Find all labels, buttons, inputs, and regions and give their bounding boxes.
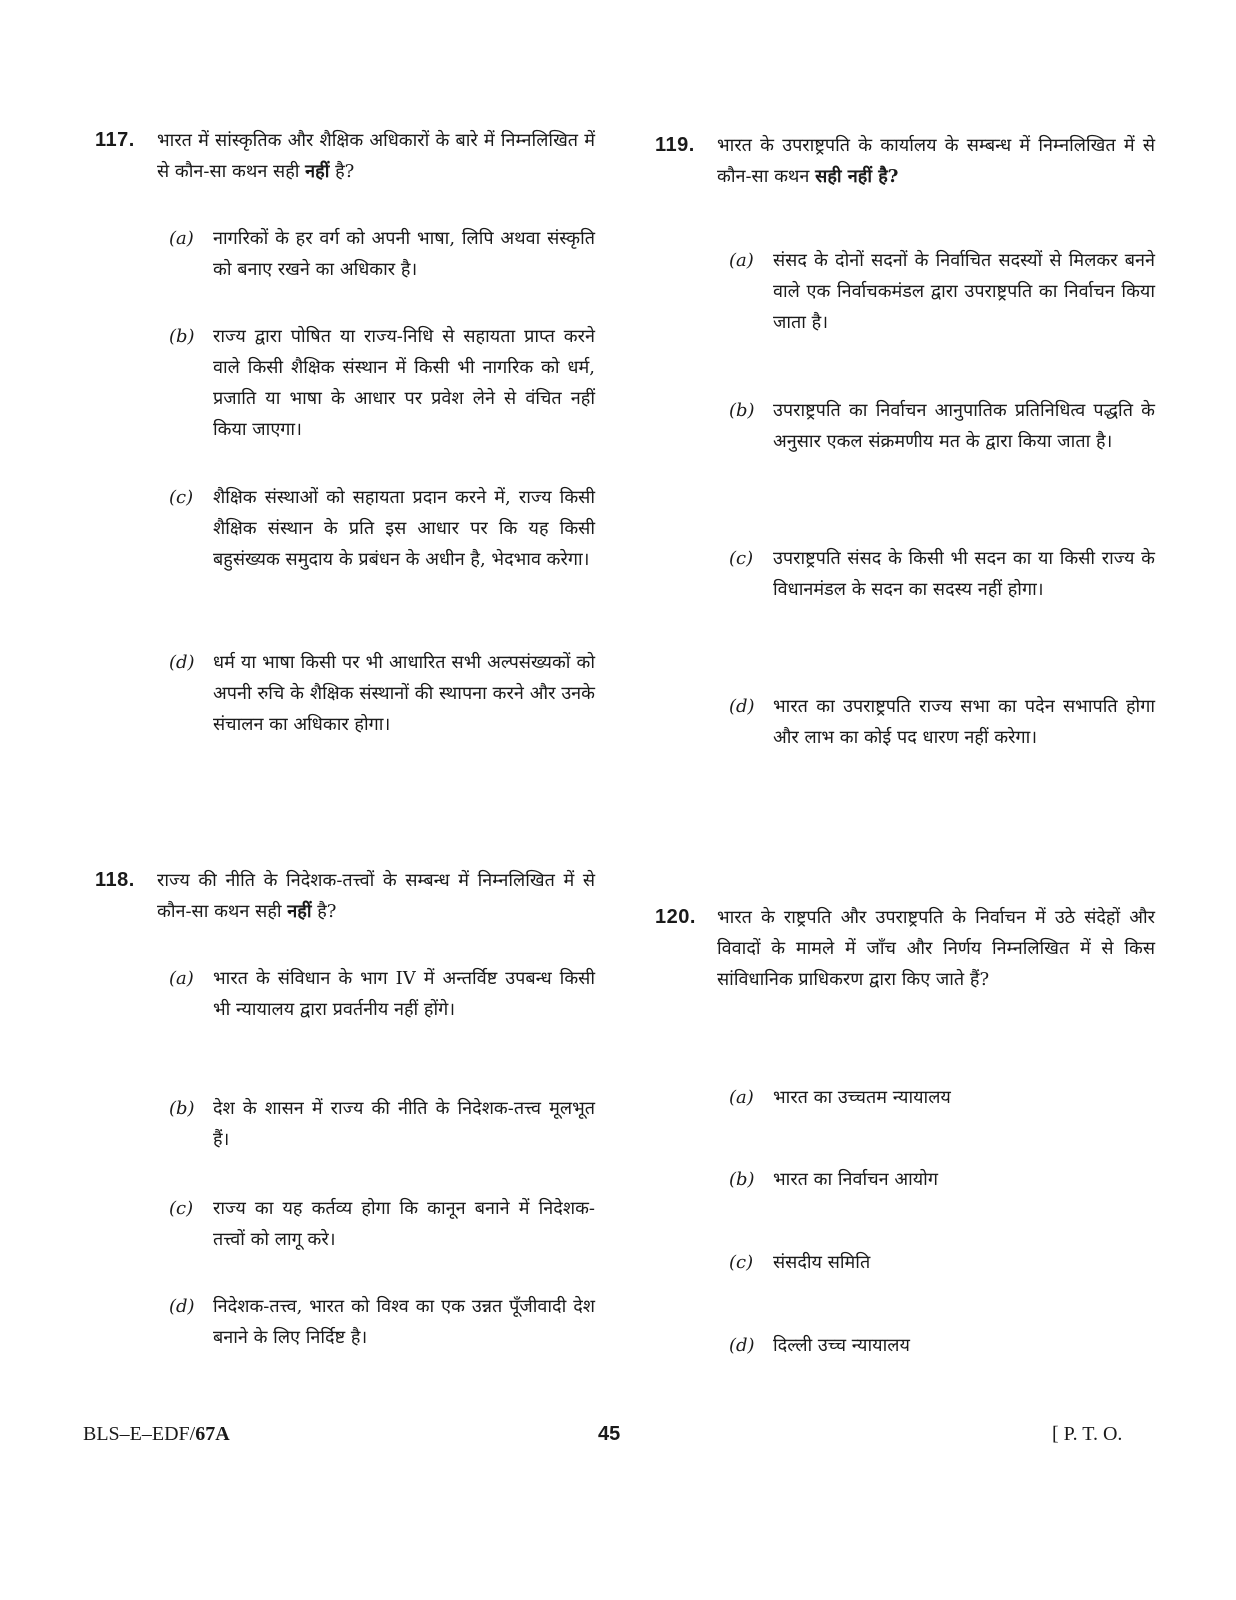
option-text: भारत का उपराष्ट्रपति राज्य सभा का पदेन सभापति होगा और लाभ का कोई पद धारण नहीं करेगा। <box>773 696 1155 748</box>
please-turn-over: [ P. T. O. <box>1052 1423 1123 1445</box>
option-label: (d) <box>169 652 195 673</box>
question-number: 120. <box>655 906 696 928</box>
option-label: (b) <box>169 1098 195 1119</box>
option-b <box>169 321 595 445</box>
question-number: 119. <box>655 134 695 156</box>
question-emphasis: नहीं <box>287 901 312 922</box>
option-text: धर्म या भाषा किसी पर भी आधारित सभी अल्पसंख्यकों को अपनी रुचि के शैक्षिक संस्थानों की स्थापना करने और उनके संचालन का अधिकार होगा। <box>213 652 595 735</box>
option-label: (a) <box>169 968 194 989</box>
question-text: भारत के राष्ट्रपति और उपराष्ट्रपति के निर्वाचन में उठे संदेहों और विवादों के मामले में जाँच और निर्णय निम्नलिखित में से किस सांविधानिक प्राधिकरण द्वारा किए जाते हैं? <box>717 907 1155 990</box>
question-118 <box>95 865 595 1348</box>
option-d <box>729 691 1155 753</box>
option-a <box>169 963 595 1025</box>
option-text: देश के शासन में राज्य की नीति के निदेशक-तत्त्व मूलभूत हैं। <box>213 1098 595 1150</box>
option-text: निदेशक-तत्त्व, भारत को विश्व का एक उन्नत पूँजीवादी देश बनाने के लिए निर्दिष्ट है। <box>213 1296 595 1348</box>
option-b <box>729 395 1155 457</box>
option-text: भारत के संविधान के भाग IV में अन्तर्विष्ट उपबन्ध किसी भी न्यायालय द्वारा प्रवर्तनीय नहीं होंगे। <box>213 968 595 1020</box>
option-text: भारत का निर्वाचन आयोग <box>773 1169 938 1190</box>
option-b <box>169 1093 595 1155</box>
option-text: संसद के दोनों सदनों के निर्वाचित सदस्यों से मिलकर बनने वाले एक निर्वाचकमंडल द्वारा उपराष्ट्रपति का निर्वाचन किया जाता है। <box>773 250 1155 333</box>
option-label: (a) <box>169 228 194 249</box>
option-text: उपराष्ट्रपति का निर्वाचन आनुपातिक प्रतिनिधित्व पद्धति के अनुसार एकल संक्रमणीय मत के द्वारा किया जाता है। <box>773 400 1155 452</box>
option-text: उपराष्ट्रपति संसद के किसी भी सदन का या किसी राज्य के विधानमंडल के सदन का सदस्य नहीं होगा। <box>773 548 1155 600</box>
option-label: (d) <box>729 696 755 717</box>
option-text: भारत का उच्चतम न्यायालय <box>773 1087 951 1108</box>
option-label: (a) <box>729 1087 754 1108</box>
option-text: राज्य द्वारा पोषित या राज्य-निधि से सहायता प्राप्त करने वाले किसी शैक्षिक संस्थान में किसी भी नागरिक को धर्म, प्रजाति या भाषा के आधार पर प्रवेश लेने से वंचित नहीं किया जाएगा। <box>213 326 595 440</box>
option-text: राज्य का यह कर्तव्य होगा कि कानून बनाने में निदेशक-तत्त्वों को लागू करे। <box>213 1198 595 1250</box>
option-c <box>729 543 1155 605</box>
page-number: 45 <box>598 1423 621 1445</box>
question-number: 117. <box>95 129 135 151</box>
option-c <box>169 1193 595 1255</box>
option-d <box>169 647 595 740</box>
option-a <box>169 223 595 285</box>
option-c <box>729 1247 1155 1278</box>
page-footer <box>0 1423 1236 1453</box>
question-text: राज्य की नीति के निदेशक-तत्त्वों के सम्बन्ध में निम्नलिखित में से कौन-सा कथन सही नहीं है? <box>157 870 595 922</box>
option-a <box>729 245 1155 338</box>
option-text: संसदीय समिति <box>773 1252 871 1273</box>
question-text: भारत में सांस्कृतिक और शैक्षिक अधिकारों के बारे में निम्नलिखित में से कौन-सा कथन सही नहीं है? <box>157 130 595 182</box>
option-text: दिल्ली उच्च न्यायालय <box>773 1335 910 1356</box>
option-label: (c) <box>169 487 194 508</box>
option-c <box>169 482 595 575</box>
question-emphasis: नहीं <box>305 161 330 182</box>
option-label: (d) <box>169 1296 195 1317</box>
option-label: (d) <box>729 1335 755 1356</box>
option-label: (c) <box>169 1198 194 1219</box>
option-d <box>169 1291 595 1353</box>
question-text: भारत के उपराष्ट्रपति के कार्यालय के सम्बन्ध में निम्नलिखित में से कौन-सा कथन सही नहीं है? <box>717 135 1155 187</box>
option-label: (a) <box>729 250 754 271</box>
question-emphasis: सही नहीं है? <box>815 166 899 187</box>
option-text: नागरिकों के हर वर्ग को अपनी भाषा, लिपि अथवा संस्कृति को बनाए रखने का अधिकार है। <box>213 228 595 280</box>
option-label: (b) <box>729 1169 755 1190</box>
option-label: (b) <box>169 326 195 347</box>
option-d <box>729 1330 1155 1361</box>
option-b <box>729 1164 1155 1195</box>
option-text: शैक्षिक संस्थाओं को सहायता प्रदान करने में, राज्य किसी शैक्षिक संस्थान के प्रति इस आधार पर कि यह किसी बहुसंख्यक समुदाय के प्रबंधन के अधीन है, भेदभाव करेगा। <box>213 487 595 570</box>
option-a <box>729 1082 1155 1113</box>
question-117 <box>95 125 595 735</box>
question-number: 118. <box>95 869 135 891</box>
question-120 <box>655 902 1155 1356</box>
option-label: (c) <box>729 548 754 569</box>
booklet-code: BLS–E–EDF/67A <box>83 1423 230 1445</box>
option-label: (b) <box>729 400 755 421</box>
question-119 <box>655 130 1155 748</box>
option-label: (c) <box>729 1252 754 1273</box>
